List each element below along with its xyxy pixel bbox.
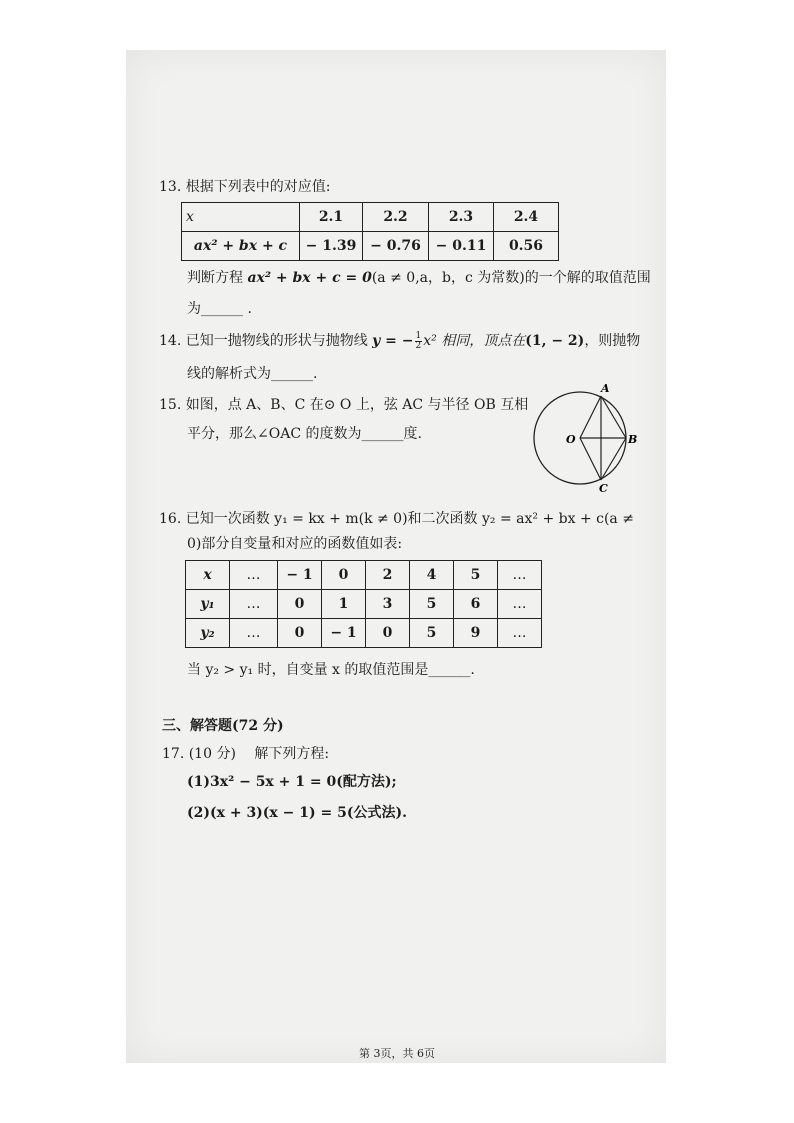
q15-line1 — [159, 395, 528, 415]
q16-y2-1: … — [230, 619, 278, 648]
q14-frac-num: 1 — [415, 330, 422, 341]
q16-y2-0: y₂ — [186, 619, 230, 648]
segment-ab — [601, 396, 626, 438]
q13-answer-blank: 为______ . — [187, 301, 252, 317]
q16-y2-3: − 1 — [322, 619, 366, 648]
q16-header-7: … — [498, 561, 542, 590]
q16-table — [185, 560, 542, 648]
q16-y2-6: 9 — [454, 619, 498, 648]
q13-x-2: 2.2 — [363, 203, 429, 232]
q16-number: 16. — [159, 511, 182, 527]
q13-x-3: 2.3 — [429, 203, 494, 232]
q16-row-y1 — [186, 590, 542, 619]
q16-y1-0: y₁ — [186, 590, 230, 619]
q13-stem-text: 根据下列表中的对应值: — [185, 179, 331, 195]
q16-y2-2: 0 — [278, 619, 322, 648]
section3-title: 三、解答题(72 分) — [162, 718, 284, 734]
q16-line1 — [159, 509, 634, 529]
q17-stem-text: 解下列方程: — [254, 746, 330, 762]
q16-row-x — [186, 561, 542, 590]
q13-text-a: 判断方程 — [187, 270, 243, 286]
q16-header-3: 0 — [322, 561, 366, 590]
segment-oa — [580, 396, 601, 438]
q13-x-label: x — [182, 203, 300, 232]
q13-condition: (a ≠ 0,a，b，c 为常数)的一个解的取值范围 — [371, 270, 651, 286]
q14-frac-den: 2 — [415, 340, 422, 351]
q13-stem — [159, 177, 330, 197]
q14-number: 14. — [159, 333, 182, 349]
q16-line2: 0)部分自变量和对应的函数值如表: — [187, 536, 403, 552]
q16-y2-7: … — [498, 619, 542, 648]
q16-line3: 当 y₂ > y₁ 时，自变量 x 的取值范围是______. — [187, 662, 475, 678]
q13-number: 13. — [159, 179, 182, 195]
q16-y1-5: 5 — [410, 590, 454, 619]
q14-parabola-right: x² 相同，顶点在 — [423, 333, 526, 349]
q16-header-2: − 1 — [278, 561, 322, 590]
q15-number: 15. — [159, 397, 182, 413]
label-c: C — [599, 482, 608, 495]
q16-header-1: … — [230, 561, 278, 590]
q16-y1-2: 0 — [278, 590, 322, 619]
q16-header-4: 2 — [366, 561, 410, 590]
q17-part1: (1)3x² − 5x + 1 = 0(配方法); — [187, 774, 397, 790]
q13-f-2: − 0.76 — [363, 232, 429, 261]
q14-line1 — [159, 331, 640, 351]
label-o: O — [566, 433, 576, 446]
label-a: A — [601, 382, 610, 395]
q17-score: (10 分) — [188, 746, 236, 762]
q13-equation: ax² + bx + c = 0 — [247, 270, 372, 286]
q16-header-0: x — [186, 561, 230, 590]
q16-line1-text: 已知一次函数 y₁ = kx + m(k ≠ 0)和二次函数 y₂ = ax² + bx + c(a ≠ — [185, 511, 634, 527]
q15-circle-figure — [528, 380, 638, 495]
q13-f-4: 0.56 — [494, 232, 559, 261]
q13-row-f — [182, 232, 559, 261]
label-b: B — [628, 433, 638, 446]
q16-y2-5: 5 — [410, 619, 454, 648]
q13-table — [181, 202, 559, 261]
segment-oc — [580, 438, 601, 480]
q13-f-1: − 1.39 — [300, 232, 363, 261]
q13-x-1: 2.1 — [300, 203, 363, 232]
q13-f-label: ax² + bx + c — [182, 232, 300, 261]
q17-number: 17. — [162, 746, 185, 762]
q16-y1-3: 1 — [322, 590, 366, 619]
q15-line1-text: 如图，点 A、B、C 在⊙ O 上，弦 AC 与半径 OB 互相 — [185, 397, 529, 413]
q13-row-x — [182, 203, 559, 232]
q14-parabola-left: y = − — [372, 333, 414, 349]
q14-vertex: (1, − 2) — [525, 333, 585, 349]
q15-line2: 平分，那么∠OAC 的度数为______度. — [187, 426, 422, 442]
q16-y1-4: 3 — [366, 590, 410, 619]
page-footer: 第 3页，共 6页 — [359, 1047, 435, 1060]
q16-y1-7: … — [498, 590, 542, 619]
q17-part2: (2)(x + 3)(x − 1) = 5(公式法). — [187, 805, 407, 821]
q13-f-3: − 0.11 — [429, 232, 494, 261]
q13-x-4: 2.4 — [494, 203, 559, 232]
q16-y2-4: 0 — [366, 619, 410, 648]
q14-fraction — [415, 332, 423, 351]
q16-header-5: 4 — [410, 561, 454, 590]
q14-text-a: 已知一抛物线的形状与抛物线 — [185, 333, 368, 349]
q16-row-y2 — [186, 619, 542, 648]
q14-line2: 线的解析式为______. — [187, 366, 318, 382]
segment-cb — [601, 438, 626, 480]
q17-stem — [162, 744, 329, 764]
q16-y1-6: 6 — [454, 590, 498, 619]
q13-line2 — [187, 268, 651, 288]
q16-header-6: 5 — [454, 561, 498, 590]
q14-text-b: ，则抛物 — [584, 333, 641, 349]
q16-y1-1: … — [230, 590, 278, 619]
